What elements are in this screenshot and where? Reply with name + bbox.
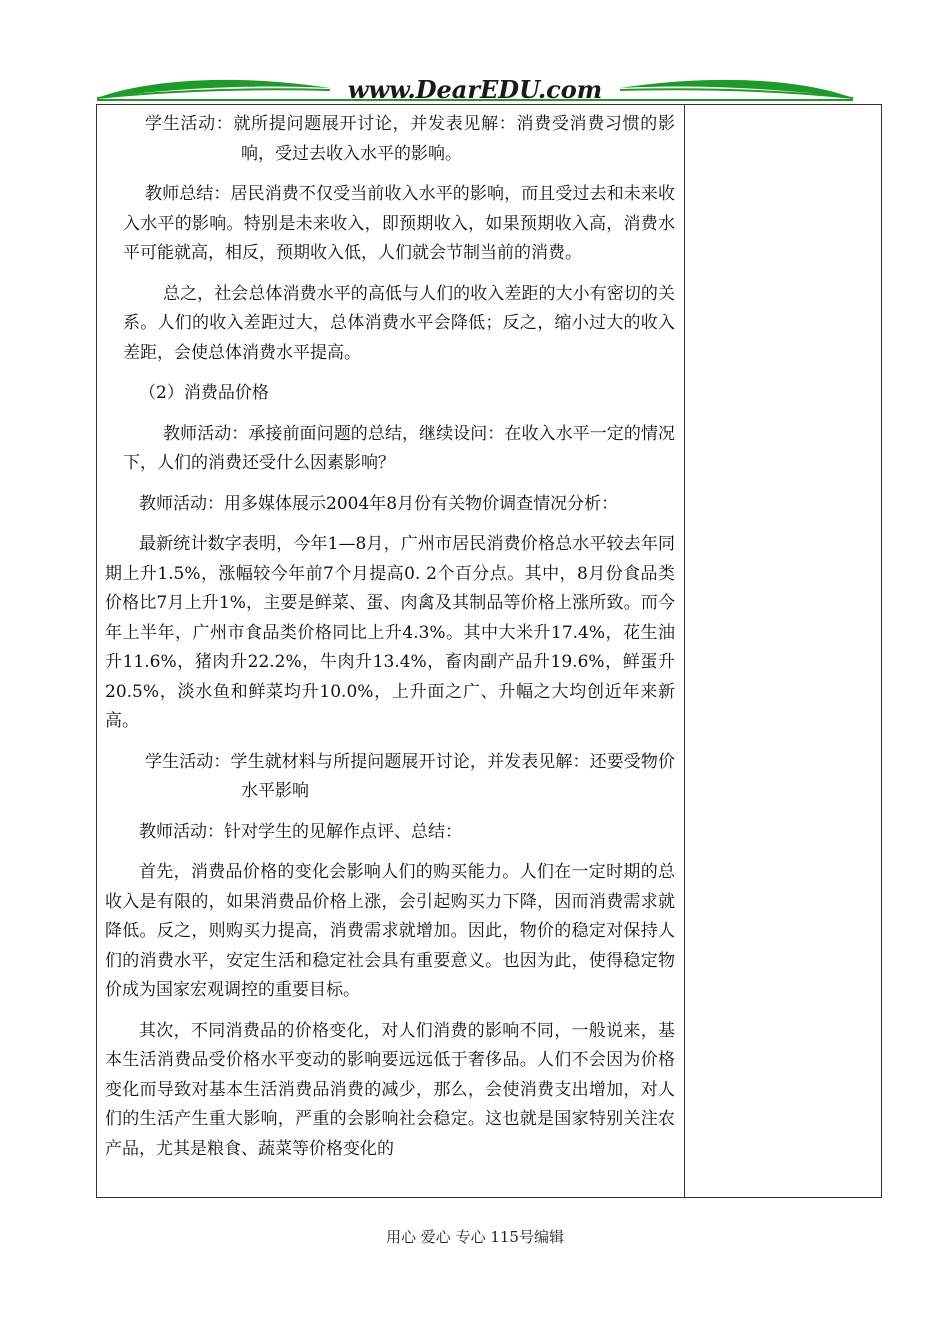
student-activity-1: 学生活动：就所提问题展开讨论，并发表见解：消费受消费习惯的影响，受过去收入水平的影响。 bbox=[145, 114, 675, 164]
teacher-summary-1: 教师总结：居民消费不仅受当前收入水平的影响，而且受过去和未来收入水平的影响。特别是未来收入，即预期收入，如果预期收入高，消费水平可能就高，相反，预期收入低，人们就会节制当前的消费。 bbox=[123, 184, 675, 263]
lesson-table bbox=[96, 104, 882, 1198]
subheading-consumer-prices: （2）消费品价格 bbox=[139, 383, 269, 403]
header-banner bbox=[95, 72, 855, 108]
first-point-paragraph: 首先，消费品价格的变化会影响人们的购买能力。人们在一定时期的总收入是有限的，如果消费品价格上涨，会引起购买力下降，因而消费需求就降低。反之，则购买力提高，消费需求就增加。因此，物价的稳定对保持人们的消费水平，安定生活和稳定社会具有重要意义。也因为此，使得稳定物价成为国家宏观调控的重要目标。 bbox=[105, 862, 675, 1000]
page-footer: 用心 爱心 专心 115号编辑 bbox=[386, 1228, 564, 1246]
teacher-activity-multimedia: 教师活动：用多媒体展示2004年8月份有关物价调查情况分析： bbox=[139, 493, 619, 514]
main-column bbox=[105, 110, 675, 1175]
second-point-paragraph: 其次，不同消费品的价格变化，对人们消费的影响不同，一般说来，基本生活消费品受价格水平变动的影响要远远低于奢侈品。人们不会因为价格变化而导致对基本生活消费品消费的减少，那么，会使消费支出增加，对人们的生活产生重大影响，严重的会影响社会稳定。这也就是国家特别关注农产品，尤其是粮食、蔬菜等价格变化的 bbox=[105, 1020, 675, 1159]
summary-paragraph: 总之，社会总体消费水平的高低与人们的收入差距的大小有密切的关系。人们的收入差距过大，总体消费水平会降低；反之，缩小过大的收入差距，会使总体消费水平提高。 bbox=[123, 283, 675, 363]
site-logo bbox=[95, 72, 855, 108]
student-activity-2: 学生活动：学生就材料与所提问题展开讨论，并发表见解：还要受物价水平影响 bbox=[145, 751, 675, 801]
teacher-activity-comment: 教师活动：针对学生的见解作点评、总结： bbox=[139, 821, 462, 842]
column-divider bbox=[684, 105, 685, 1197]
statistics-paragraph: 最新统计数字表明，今年1—8月，广州市居民消费价格总水平较去年同期上升1.5%，涨幅较今年前7个月提高0. 2个百分点。其中，8月份食品类价格比7月上升1%，主要是鲜菜、蛋、肉禽及其制品等价格上涨所致。而今年上半年，广州市食品类价格同比上升4.3%。其中大米升17.4%，花生油升11.6%，猪肉升22.2%，牛肉升13.4%，畜肉副产品升19.6%，鲜蛋升20.5%，淡水鱼和鲜菜均升10.0%，上升面之广、升幅之大均创近年来新高。 bbox=[105, 534, 675, 731]
teacher-activity-question: 教师活动：承接前面问题的总结，继续设问：在收入水平一定的情况下，人们的消费还受什么因素影响？ bbox=[123, 423, 675, 473]
logo-text: www.DearEDU.com bbox=[347, 75, 603, 104]
